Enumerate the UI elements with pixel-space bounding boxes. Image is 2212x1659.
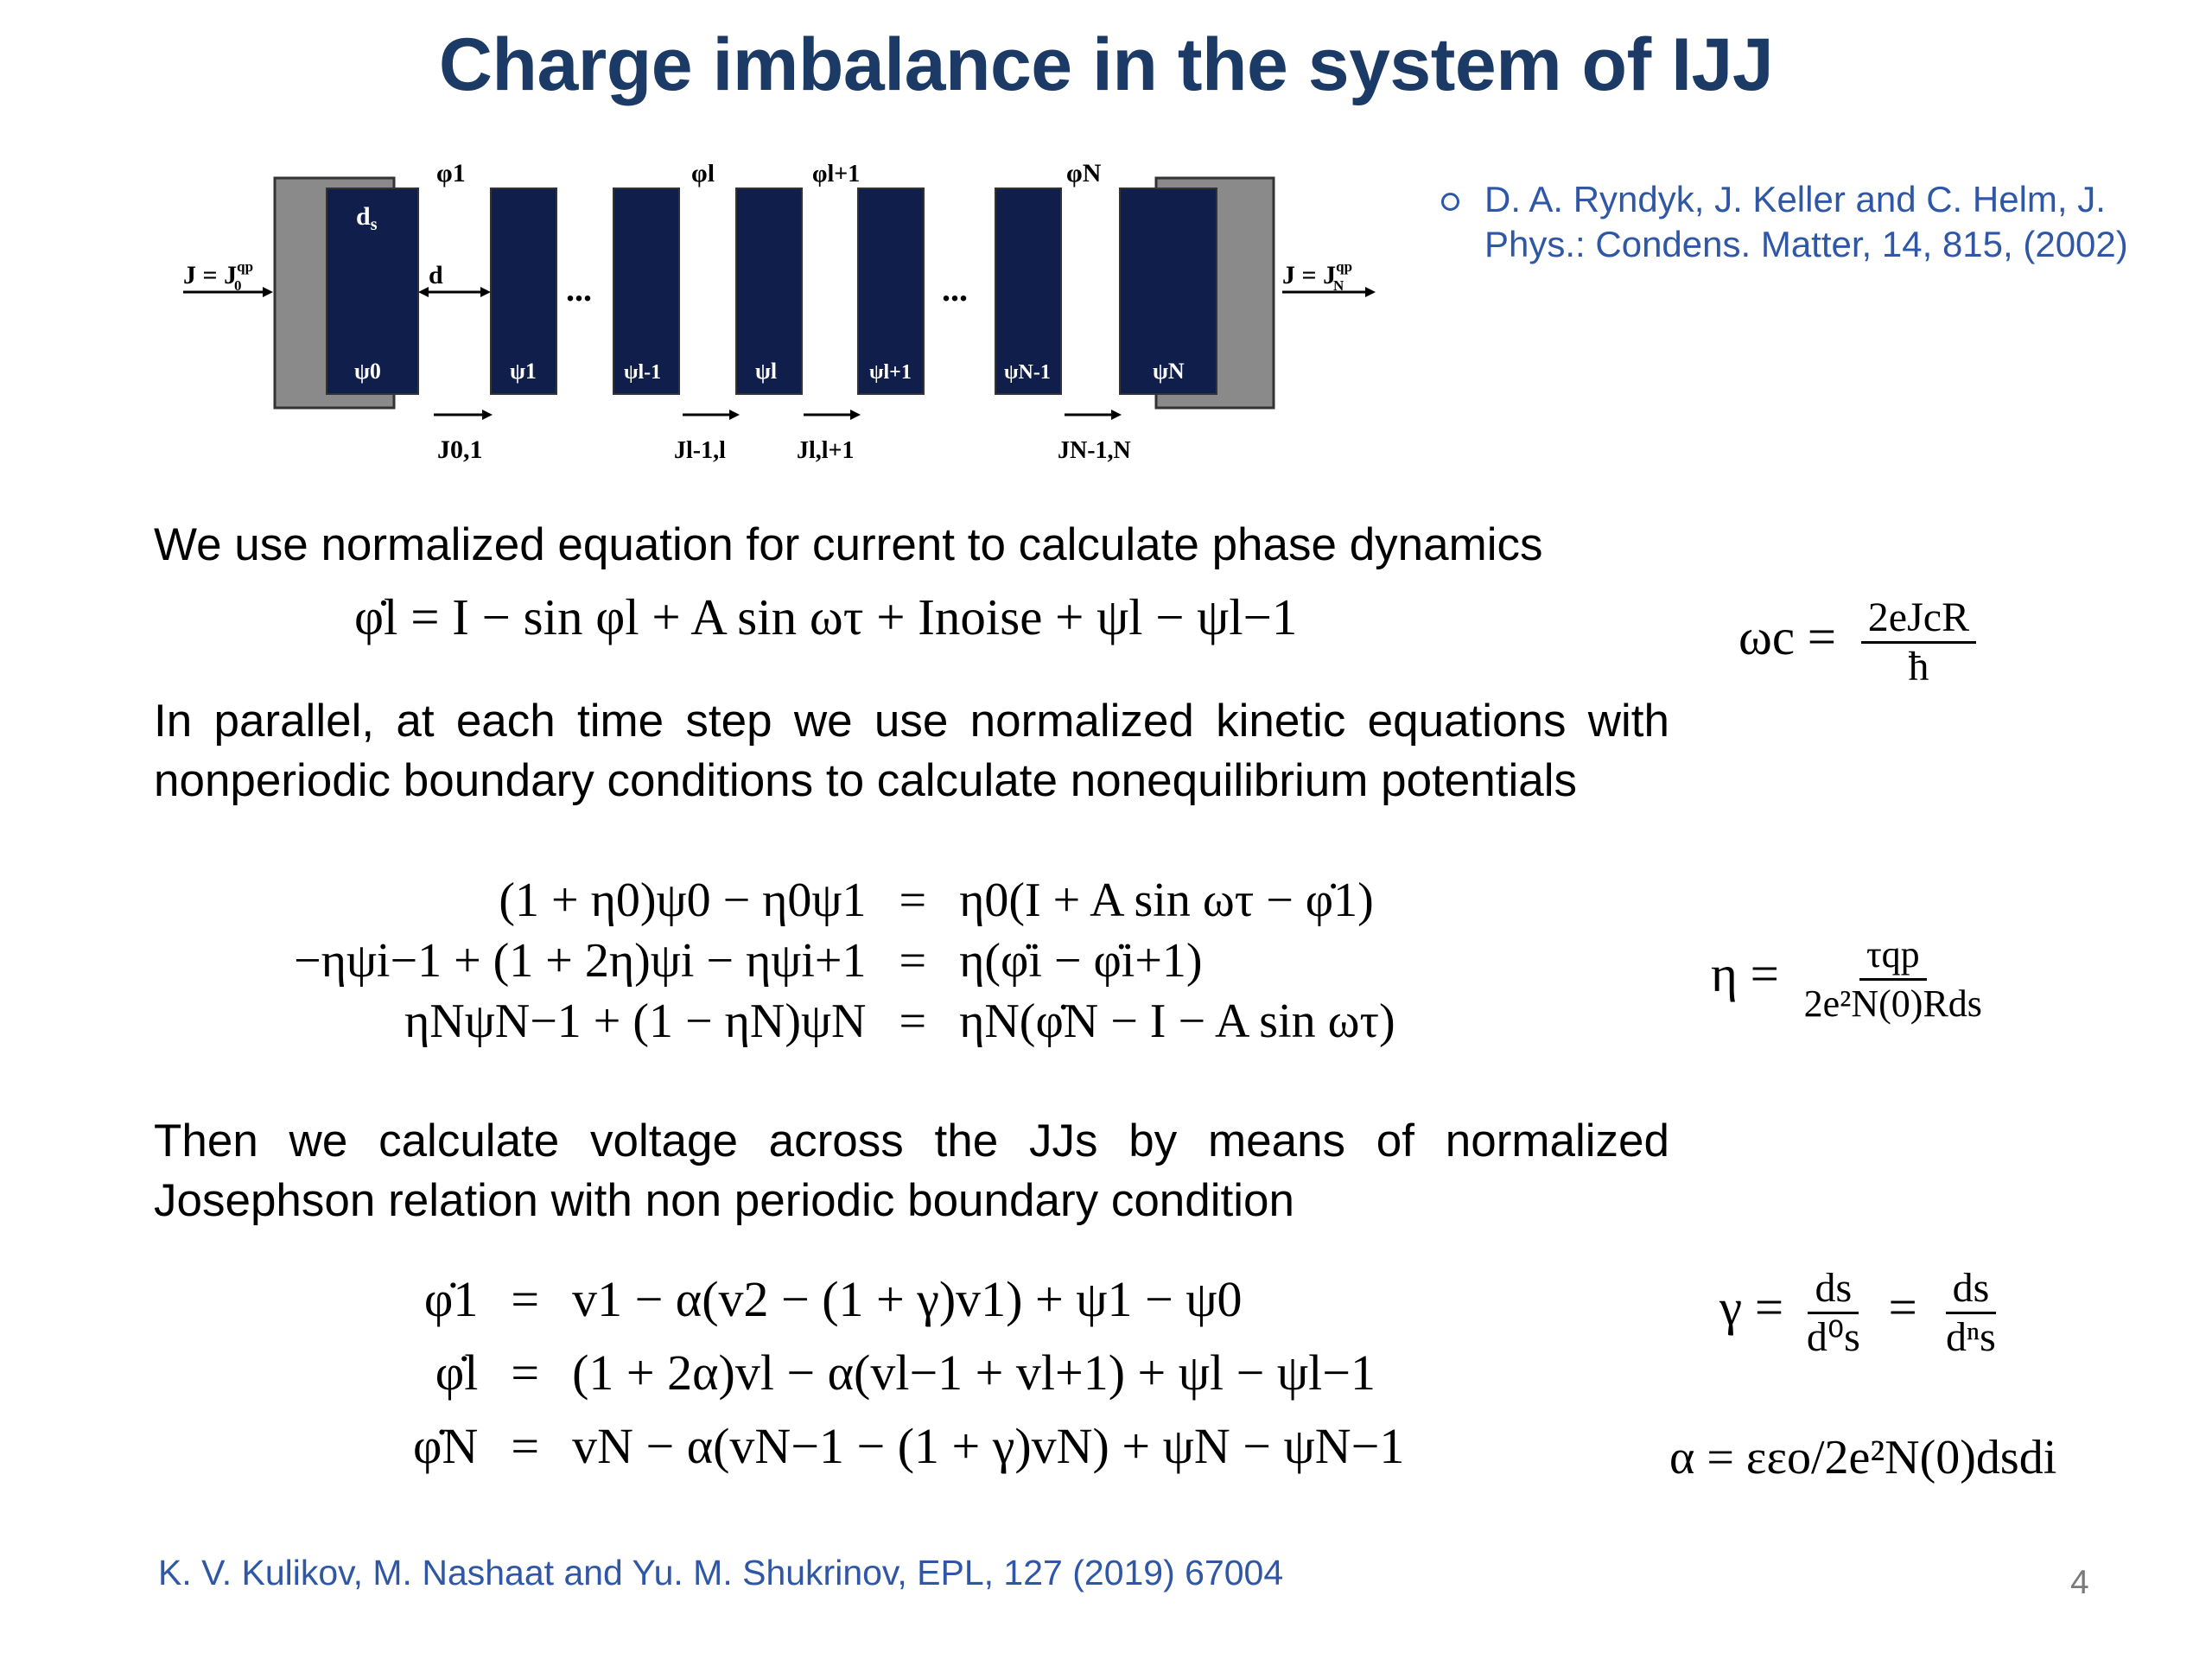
josephson-lhs: φ̇1 bbox=[423, 1271, 479, 1327]
phi-label: φN bbox=[1066, 164, 1102, 188]
d-label: d bbox=[429, 261, 443, 289]
omega-fraction bbox=[1861, 596, 1976, 689]
current-label: J0,1 bbox=[437, 435, 483, 464]
kinetic-equations bbox=[294, 873, 1395, 1049]
josephson-rhs: (1 + 2α)vl − α(vl−1 + vl+1) + ψl − ψl−1 bbox=[572, 1344, 1376, 1401]
gamma-definition bbox=[1719, 1267, 1996, 1359]
phi-label: φl+1 bbox=[812, 164, 861, 188]
paragraph-kinetic: In parallel, at each time step we use normalized kinetic equations with nonperiodic boundary conditions to calculate nonequilibrium potentials bbox=[154, 696, 1669, 806]
ellipsis: ... bbox=[566, 270, 592, 308]
kinetic-rhs: η0(I + A sin ωτ − φ̇1) bbox=[959, 874, 1374, 927]
reference-citation bbox=[1484, 177, 2141, 267]
josephson-lhs: φ̇l bbox=[435, 1344, 479, 1401]
phi-label: φl bbox=[691, 164, 715, 188]
paragraph-josephson: Then we calculate voltage across the JJs by means of normalized Josephson relation with non periodic boundary condition bbox=[154, 1116, 1669, 1226]
josephson-equations bbox=[413, 1270, 1404, 1475]
gamma-num-2: ds bbox=[1946, 1267, 1997, 1314]
alpha-definition: α = εεo/2e²N(0)dsdi bbox=[1669, 1431, 2057, 1484]
josephson-eq: = bbox=[511, 1418, 540, 1474]
gamma-den-1: d⁰s bbox=[1806, 1314, 1860, 1360]
kinetic-lhs: (1 + η0)ψ0 − η0ψ1 bbox=[499, 874, 867, 927]
kinetic-rhs: η(φ̇i − φ̇i+1) bbox=[959, 934, 1203, 988]
psi-label: ψN bbox=[1153, 359, 1185, 384]
eta-definition bbox=[1711, 933, 1982, 1026]
josephson-rhs: v1 − α(v2 − (1 + γ)v1) + ψ1 − ψ0 bbox=[572, 1271, 1243, 1327]
psi-label: ψl bbox=[755, 359, 778, 384]
reference-text: D. A. Ryndyk, J. Keller and C. Helm, J. Phys.: Condens. Matter, 14, 815, (2002) bbox=[1484, 179, 2128, 264]
eta-fraction bbox=[1804, 933, 1982, 1026]
j-left-label: $J = J^{qp}$ 0 bbox=[183, 258, 254, 294]
psi-label: ψN-1 bbox=[1004, 361, 1051, 384]
current-label: Jl,l+1 bbox=[797, 437, 855, 464]
kinetic-eq: = bbox=[899, 874, 927, 927]
paragraph-current-eq: We use normalized equation for current to calculate phase dynamics bbox=[154, 519, 1543, 570]
gamma-num-1: ds bbox=[1808, 1267, 1859, 1314]
ds-label: $d_s$ bbox=[356, 202, 378, 234]
footer-citation: K. V. Kulikov, M. Nashaat and Yu. M. Shukrinov, EPL, 127 (2019) 67004 bbox=[158, 1553, 1284, 1592]
j-right-label: $J = J^{qp}$ N bbox=[1282, 258, 1353, 294]
gamma-fraction-1 bbox=[1807, 1267, 1860, 1359]
gamma-eq-2: = bbox=[1888, 1279, 1917, 1337]
phi-label: φ1 bbox=[436, 164, 466, 188]
psi-label: ψl+1 bbox=[869, 361, 912, 384]
josephson-eq: = bbox=[511, 1271, 540, 1327]
psi-label: ψ0 bbox=[354, 359, 381, 384]
josephson-lhs: φ̇N bbox=[413, 1418, 479, 1474]
current-label: JN-1,N bbox=[1058, 437, 1131, 464]
eta-numerator: τqp bbox=[1859, 933, 1927, 981]
josephson-eq: = bbox=[511, 1344, 540, 1401]
kinetic-lhs: −ηψi−1 + (1 + 2η)ψi − ηψi+1 bbox=[294, 934, 867, 988]
eta-denominator: 2e²N(0)Rds bbox=[1803, 982, 1982, 1025]
current-label: Jl-1,l bbox=[674, 437, 726, 464]
kinetic-eq: = bbox=[899, 995, 927, 1048]
omega-lhs: ωc = bbox=[1738, 608, 1837, 666]
eta-lhs: η = bbox=[1711, 945, 1779, 1003]
kinetic-rhs: ηN(φ̇N − I − A sin ωτ) bbox=[959, 995, 1395, 1048]
ijj-stack-diagram bbox=[173, 164, 1400, 484]
ellipsis: ... bbox=[942, 270, 968, 308]
omega-numerator: 2eJcR bbox=[1861, 596, 1976, 644]
bullet-icon bbox=[1441, 193, 1459, 211]
kinetic-eq: = bbox=[899, 934, 927, 988]
current-equation: φ̇l = I − sin φl + A sin ωτ + Inoise + ψl − ψl−1 bbox=[354, 588, 1298, 645]
page-number: 4 bbox=[2070, 1564, 2089, 1601]
kinetic-lhs: ηNψN−1 + (1 − ηN)ψN bbox=[404, 995, 867, 1048]
omega-denominator: ħ bbox=[1908, 644, 1929, 690]
gamma-fraction-2 bbox=[1946, 1267, 1997, 1359]
gamma-lhs: γ = bbox=[1719, 1279, 1784, 1337]
psi-label: ψ1 bbox=[510, 359, 537, 384]
slide-title: Charge imbalance in the system of IJJ bbox=[438, 23, 1774, 106]
omega-definition bbox=[1738, 596, 1976, 689]
josephson-rhs: vN − α(vN−1 − (1 + γ)vN) + ψN − ψN−1 bbox=[572, 1418, 1405, 1474]
gamma-den-2: dⁿs bbox=[1946, 1314, 1996, 1360]
psi-label: ψl-1 bbox=[624, 361, 662, 384]
